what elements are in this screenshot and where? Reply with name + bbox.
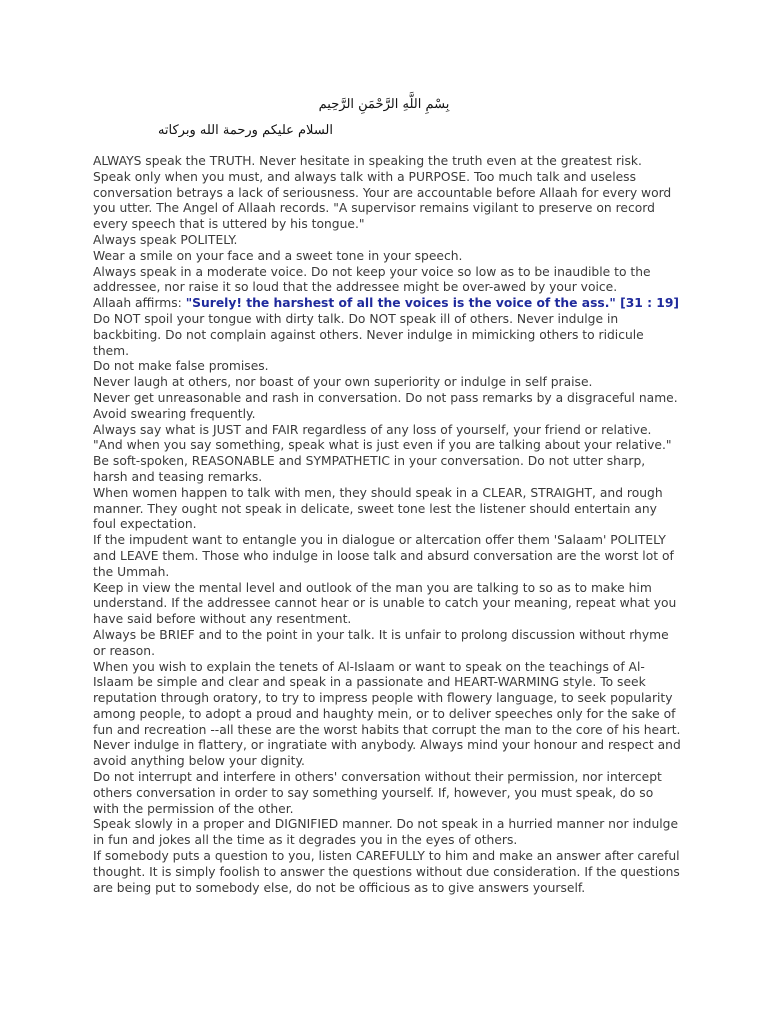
paragraph: Never indulge in flattery, or ingratiate with anybody. Always mind your honour and respect and avoid anything below your dignity. (93, 738, 681, 769)
paragraph: If the impudent want to entangle you in dialogue or altercation offer them 'Salaam' POLITELY and LEAVE them. Those who indulge in loose talk and absurd conversation are the worst lot of the Ummah. (93, 533, 674, 579)
paragraph: Speak slowly in a proper and DIGNIFIED manner. Do not speak in a hurried manner nor indulge in fun and jokes all the time as it degrades you in the eyes of others. (93, 817, 679, 848)
paragraph: Never laugh at others, nor boast of your own superiority or indulge in self praise. (93, 375, 593, 390)
paragraph: Speak only when you must, and always talk with a PURPOSE. Too much talk and useless conversation betrays a lack of seriousness. Your are accountable before Allaah for every word you utter. The Angel of Allaah records. "A supervisor remains vigilant to preserve on record every speech that is uttered by his tongue." (93, 169, 672, 232)
paragraph: Do not interrupt and interfere in others' conversation without their permission, nor intercept others conversation in order to say something yourself. If, however, you must speak, do so with the permission of the other. (93, 770, 662, 816)
document-body (93, 154, 683, 896)
affirmation-lead: Allaah affirms: (93, 296, 186, 311)
paragraph: Always speak POLITELY. (93, 232, 238, 247)
paragraph: Avoid swearing frequently. (93, 406, 256, 421)
paragraph: Always speak in a moderate voice. Do not keep your voice so low as to be inaudible to the addressee, nor raise it so loud that the addressee might be over-awed by your voice. (93, 264, 651, 295)
paragraph: Keep in view the mental level and outlook of the man you are talking to so as to make him understand. If the addressee cannot hear or is unable to catch your meaning, repeat what you have said before without any resentment. (93, 580, 677, 627)
paragraph: When you wish to explain the tenets of Al-Islaam or want to speak on the teachings of Al-Islaam be simple and clear and speak in a passionate and HEART-WARMING style. To seek reputation through oratory, to try to impress people with flowery language, to seek popularity among people, to adopt a proud and haughty mein, or to deliver speeches only for the sake of fun and recreation --all these are the worst habits that corrupt the man to the core of his heart. (93, 659, 681, 737)
paragraph: Do NOT spoil your tongue with dirty talk. Do NOT speak ill of others. Never indulge in backbiting. Do not complain against others. Never indulge in mimicking others to ridicule them. (93, 311, 644, 358)
paragraph: Wear a smile on your face and a sweet tone in your speech. (93, 248, 463, 263)
paragraph: ALWAYS speak the TRUTH. Never hesitate in speaking the truth even at the greatest risk. (93, 154, 642, 168)
paragraph: Always be BRIEF and to the point in your talk. It is unfair to prolong discussion without rhyme or reason. (93, 627, 669, 658)
bismillah-heading: بِسْمِ اللَّهِ الرَّحْمَنِ الرَّحِيم (318, 97, 450, 112)
salaam-greeting: السلام عليكم ورحمة الله وبركاته (157, 123, 333, 138)
affirmation-paragraph (93, 296, 683, 312)
paragraph: When women happen to talk with men, they should speak in a CLEAR, STRAIGHT, and rough manner. They ought not speak in delicate, sweet tone lest the listener should entertain any foul expectation. (93, 485, 663, 532)
paragraph: If somebody puts a question to you, listen CAREFULLY to him and make an answer after careful thought. It is simply foolish to answer the questions without due consideration. If the questions are being put to somebody else, do not be officious as to give answers yourself. (93, 849, 680, 895)
paragraph: Do not make false promises. (93, 359, 269, 374)
quran-quote: "Surely! the harshest of all the voices is the voice of the ass." [31 : 19] (185, 296, 680, 311)
paragraph: Always say what is JUST and FAIR regardless of any loss of yourself, your friend or relative. "And when you say something, speak what is just even if you are talking about your relative." (93, 422, 672, 453)
paragraph: Be soft-spoken, REASONABLE and SYMPATHETIC in your conversation. Do not utter sharp, harsh and teasing remarks. (93, 454, 646, 484)
paragraph: Never get unreasonable and rash in conversation. Do not pass remarks by a disgraceful name. (93, 390, 678, 405)
